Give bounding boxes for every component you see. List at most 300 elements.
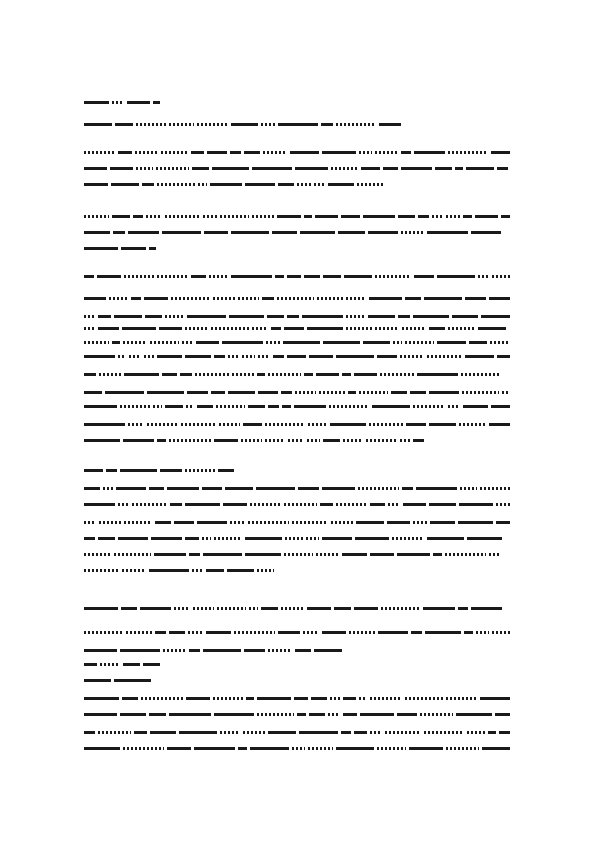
word-mark <box>118 151 132 154</box>
word-mark <box>155 631 166 634</box>
word-mark <box>401 151 411 154</box>
word-mark <box>231 275 272 278</box>
word-mark <box>84 297 106 300</box>
word-mark <box>150 341 179 344</box>
word-mark <box>120 405 150 408</box>
word-mark <box>284 327 304 330</box>
word-mark <box>490 341 510 344</box>
word-mark <box>84 423 125 426</box>
word-mark <box>113 231 125 234</box>
word-mark <box>84 679 111 682</box>
word-mark <box>349 631 375 634</box>
word-mark <box>397 553 430 556</box>
paragraph-line <box>84 568 274 573</box>
word-mark <box>356 521 384 524</box>
word-mark <box>165 405 183 408</box>
word-mark <box>354 607 378 610</box>
paragraph-line <box>84 214 510 219</box>
word-mark <box>185 537 199 540</box>
word-mark <box>250 747 289 750</box>
word-mark <box>197 405 213 408</box>
word-mark <box>120 713 146 716</box>
word-mark <box>149 487 164 490</box>
word-mark <box>311 697 327 700</box>
word-mark <box>189 649 200 652</box>
word-mark <box>482 747 510 750</box>
word-mark <box>278 631 300 634</box>
word-mark <box>461 373 501 376</box>
word-mark <box>128 231 159 234</box>
word-mark <box>120 649 160 652</box>
word-mark <box>219 423 240 426</box>
word-mark <box>165 215 200 218</box>
word-mark <box>283 341 320 344</box>
word-mark <box>314 183 325 186</box>
word-mark <box>360 713 394 716</box>
word-mark <box>424 297 462 300</box>
word-mark <box>392 537 424 540</box>
word-mark <box>344 275 372 278</box>
word-mark <box>155 521 171 524</box>
paragraph-line <box>84 648 342 653</box>
word-mark <box>308 423 327 426</box>
paragraph-line <box>84 274 510 279</box>
word-mark <box>480 487 510 490</box>
paragraph-line <box>84 486 510 491</box>
word-mark <box>323 275 341 278</box>
paragraph-line <box>84 340 510 345</box>
word-mark <box>129 355 141 358</box>
word-mark <box>144 297 168 300</box>
word-mark <box>84 355 115 358</box>
word-mark <box>84 731 95 734</box>
word-mark <box>363 341 390 344</box>
word-mark <box>123 747 164 750</box>
paragraph-line <box>84 606 510 611</box>
word-mark <box>357 183 384 186</box>
word-mark <box>122 697 138 700</box>
word-mark <box>452 315 478 318</box>
word-mark <box>84 327 95 330</box>
word-mark <box>298 487 319 490</box>
word-mark <box>206 631 231 634</box>
paragraph-line <box>84 404 510 409</box>
word-mark <box>400 355 424 358</box>
word-mark <box>481 315 510 318</box>
word-mark <box>496 503 510 506</box>
word-mark <box>405 341 434 344</box>
word-mark <box>258 355 270 358</box>
word-mark <box>499 731 510 734</box>
word-mark <box>187 391 208 394</box>
word-mark <box>307 327 343 330</box>
word-mark <box>446 215 460 218</box>
word-mark <box>297 183 311 186</box>
word-mark <box>314 649 342 652</box>
word-mark <box>463 215 472 218</box>
word-mark <box>131 297 141 300</box>
word-mark <box>84 713 117 716</box>
word-mark <box>174 607 190 610</box>
word-mark <box>84 405 117 408</box>
word-mark <box>368 315 395 318</box>
word-mark <box>252 327 268 330</box>
word-mark <box>145 315 162 318</box>
word-mark <box>99 373 121 376</box>
word-mark <box>346 315 365 318</box>
word-mark <box>122 327 156 330</box>
word-mark <box>359 151 372 154</box>
word-mark <box>413 315 449 318</box>
word-mark <box>303 631 319 634</box>
paragraph-line <box>84 730 510 735</box>
word-mark <box>84 231 110 234</box>
word-mark <box>114 553 151 556</box>
paragraph-line <box>84 166 510 171</box>
word-mark <box>163 649 186 652</box>
word-mark <box>342 373 351 376</box>
word-mark <box>471 231 501 234</box>
word-mark <box>292 747 305 750</box>
word-mark <box>322 631 346 634</box>
word-mark <box>149 569 189 572</box>
word-mark <box>180 373 192 376</box>
word-mark <box>157 183 195 186</box>
word-mark <box>261 607 278 610</box>
word-mark <box>277 215 301 218</box>
word-mark <box>406 423 426 426</box>
word-mark <box>162 373 177 376</box>
word-mark <box>230 521 245 524</box>
word-mark <box>192 569 203 572</box>
word-mark <box>381 607 420 610</box>
paragraph-line <box>84 372 510 377</box>
word-mark <box>467 731 485 734</box>
word-mark <box>206 569 224 572</box>
word-mark <box>257 569 274 572</box>
word-mark <box>295 649 311 652</box>
word-mark <box>118 503 129 506</box>
word-mark <box>282 405 291 408</box>
word-mark <box>84 503 115 506</box>
word-mark <box>413 439 424 442</box>
word-mark <box>278 183 294 186</box>
word-mark <box>336 355 374 358</box>
word-mark <box>191 151 204 154</box>
word-mark <box>230 151 241 154</box>
word-mark <box>257 697 291 700</box>
word-mark <box>343 713 357 716</box>
word-mark <box>244 649 265 652</box>
word-mark <box>109 297 128 300</box>
section-heading-line <box>84 468 234 473</box>
word-mark <box>363 215 395 218</box>
word-mark <box>427 355 462 358</box>
word-mark <box>84 275 94 278</box>
word-mark <box>207 151 227 154</box>
word-mark <box>455 167 463 170</box>
word-mark <box>169 123 194 126</box>
word-mark <box>328 183 354 186</box>
word-mark <box>232 373 254 376</box>
word-mark <box>294 697 308 700</box>
word-mark <box>171 297 210 300</box>
word-mark <box>476 631 489 634</box>
word-mark <box>475 215 498 218</box>
word-mark <box>295 391 316 394</box>
word-mark <box>435 167 452 170</box>
word-mark <box>194 747 235 750</box>
word-mark <box>471 607 502 610</box>
word-mark <box>489 553 501 556</box>
word-mark <box>268 405 279 408</box>
word-mark <box>84 607 118 610</box>
word-mark <box>323 341 360 344</box>
word-mark <box>370 503 385 506</box>
word-mark <box>448 327 475 330</box>
word-mark <box>354 373 377 376</box>
word-mark <box>196 341 219 344</box>
word-mark <box>480 697 510 700</box>
word-mark <box>375 275 411 278</box>
word-mark <box>328 713 340 716</box>
word-mark <box>157 275 188 278</box>
word-mark <box>118 355 126 358</box>
word-mark <box>338 231 365 234</box>
word-mark <box>257 373 265 376</box>
word-mark <box>388 503 400 506</box>
word-mark <box>204 231 228 234</box>
word-mark <box>220 731 240 734</box>
word-mark <box>170 503 182 506</box>
word-mark <box>465 355 494 358</box>
word-mark <box>348 391 356 394</box>
word-mark <box>284 503 317 506</box>
word-mark <box>359 697 367 700</box>
word-mark <box>379 123 401 126</box>
word-mark <box>147 423 178 426</box>
word-mark <box>159 327 182 330</box>
word-mark <box>456 713 492 716</box>
paragraph-line <box>84 182 384 187</box>
paragraph-line <box>84 438 424 443</box>
word-mark <box>209 275 228 278</box>
word-mark <box>330 423 366 426</box>
word-mark <box>430 521 455 524</box>
word-mark <box>341 215 360 218</box>
word-mark <box>427 231 468 234</box>
word-mark <box>502 391 510 394</box>
word-mark <box>136 167 153 170</box>
word-mark <box>267 315 284 318</box>
word-mark <box>189 553 200 556</box>
word-mark <box>169 631 185 634</box>
word-mark <box>372 405 410 408</box>
word-mark <box>369 297 402 300</box>
word-mark <box>84 315 95 318</box>
word-mark <box>401 231 424 234</box>
word-mark <box>336 123 376 126</box>
word-mark <box>377 355 397 358</box>
paragraph-line <box>84 502 510 507</box>
word-mark <box>84 663 97 666</box>
word-mark <box>121 607 137 610</box>
word-mark <box>478 275 489 278</box>
word-mark <box>262 297 274 300</box>
word-mark <box>147 391 184 394</box>
word-mark <box>272 231 297 234</box>
word-mark <box>151 537 182 540</box>
paragraph-line <box>84 314 510 319</box>
word-mark <box>489 423 510 426</box>
word-mark <box>84 537 95 540</box>
word-mark <box>398 215 415 218</box>
word-mark <box>411 631 422 634</box>
word-mark <box>185 327 208 330</box>
word-mark <box>187 315 226 318</box>
word-mark <box>203 553 242 556</box>
word-mark <box>309 713 325 716</box>
word-mark <box>143 663 160 666</box>
word-mark <box>84 649 117 652</box>
word-mark <box>402 327 426 330</box>
word-mark <box>258 391 278 394</box>
word-mark <box>346 297 366 300</box>
word-mark <box>413 405 445 408</box>
word-mark <box>492 275 510 278</box>
word-mark <box>489 297 510 300</box>
word-mark <box>496 521 510 524</box>
word-mark <box>361 167 380 170</box>
word-mark <box>202 487 222 490</box>
word-mark <box>287 355 306 358</box>
paragraph-line <box>84 552 510 557</box>
word-mark <box>358 487 399 490</box>
word-mark <box>246 697 254 700</box>
word-mark <box>469 341 487 344</box>
word-mark <box>243 423 262 426</box>
word-mark <box>185 469 215 472</box>
word-mark <box>405 697 443 700</box>
word-mark <box>414 275 434 278</box>
paragraph-line <box>84 422 510 427</box>
word-mark <box>238 297 259 300</box>
word-mark <box>167 747 191 750</box>
word-mark <box>198 183 207 186</box>
word-mark <box>153 101 160 104</box>
word-mark <box>295 167 328 170</box>
word-mark <box>220 215 249 218</box>
word-mark <box>322 537 352 540</box>
word-mark <box>304 275 320 278</box>
label-line <box>84 662 160 667</box>
word-mark <box>193 607 214 610</box>
word-mark <box>157 439 166 442</box>
word-mark <box>84 631 123 634</box>
word-mark <box>84 439 120 442</box>
word-mark <box>458 607 468 610</box>
word-mark <box>161 151 188 154</box>
word-mark <box>214 439 238 442</box>
word-mark <box>429 391 459 394</box>
word-mark <box>300 231 335 234</box>
word-mark <box>285 537 303 540</box>
word-mark <box>429 423 456 426</box>
word-mark <box>182 341 193 344</box>
word-mark <box>248 405 265 408</box>
word-mark <box>186 405 194 408</box>
word-mark <box>228 355 239 358</box>
word-mark <box>123 663 140 666</box>
word-mark <box>401 167 432 170</box>
word-mark <box>458 521 493 524</box>
word-mark <box>460 487 477 490</box>
word-mark <box>462 391 499 394</box>
paragraph-line <box>84 326 510 331</box>
word-mark <box>123 439 154 442</box>
heading-line <box>84 100 160 105</box>
word-mark <box>211 391 225 394</box>
word-mark <box>261 123 275 126</box>
word-mark <box>241 439 262 442</box>
word-mark <box>114 315 142 318</box>
word-mark <box>413 521 427 524</box>
word-mark <box>265 423 305 426</box>
word-mark <box>84 101 109 104</box>
word-mark <box>329 405 369 408</box>
word-mark <box>231 123 258 126</box>
word-mark <box>287 315 299 318</box>
word-mark <box>169 713 211 716</box>
word-mark <box>495 713 510 716</box>
word-mark <box>292 521 328 524</box>
word-mark <box>250 503 281 506</box>
word-mark <box>429 503 456 506</box>
word-mark <box>217 607 246 610</box>
word-mark <box>242 355 255 358</box>
word-mark <box>380 373 414 376</box>
word-mark <box>465 297 486 300</box>
word-mark <box>437 275 475 278</box>
word-mark <box>343 697 356 700</box>
word-mark <box>281 607 304 610</box>
word-mark <box>153 405 162 408</box>
word-mark <box>320 503 333 506</box>
word-mark <box>315 215 338 218</box>
word-mark <box>228 391 255 394</box>
word-mark <box>463 405 488 408</box>
word-mark <box>146 215 162 218</box>
word-mark <box>288 439 304 442</box>
word-mark <box>369 423 403 426</box>
word-mark <box>256 487 295 490</box>
word-mark <box>154 553 186 556</box>
word-mark <box>378 631 408 634</box>
word-mark <box>342 553 367 556</box>
word-mark <box>263 151 287 154</box>
word-mark <box>398 315 410 318</box>
word-mark <box>414 151 445 154</box>
word-mark <box>160 469 182 472</box>
word-mark <box>448 151 488 154</box>
word-mark <box>229 315 264 318</box>
word-mark <box>140 607 171 610</box>
word-mark <box>84 341 109 344</box>
word-mark <box>120 469 157 472</box>
word-mark <box>214 713 254 716</box>
word-mark <box>297 713 306 716</box>
word-mark <box>322 487 355 490</box>
